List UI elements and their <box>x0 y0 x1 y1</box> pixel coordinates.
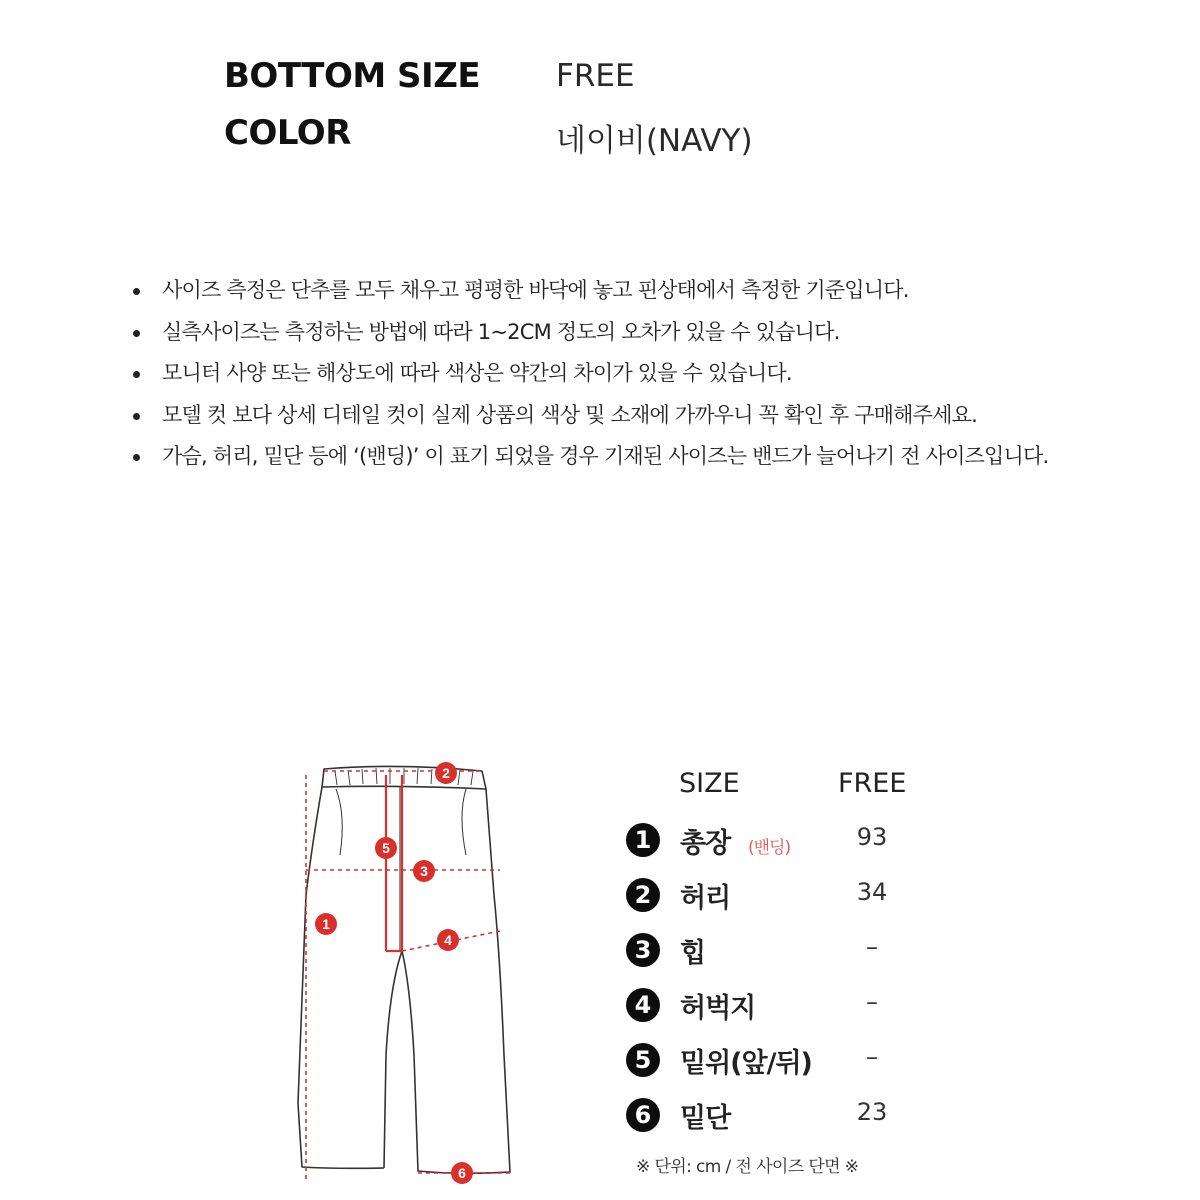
marker-1-icon <box>315 913 337 935</box>
row-value: 23 <box>856 1098 888 1126</box>
size-row-thigh <box>626 988 926 1028</box>
number-2-icon: 2 <box>626 878 660 912</box>
svg-text:3: 3 <box>420 863 428 879</box>
row-value: – <box>866 933 878 961</box>
row-value: – <box>866 1043 878 1071</box>
number-5-icon: 5 <box>626 1043 660 1077</box>
bullet-icon <box>133 330 140 337</box>
size-header-label: SIZE <box>679 768 740 799</box>
number-6-icon: 6 <box>626 1098 660 1132</box>
svg-text:5: 5 <box>382 840 390 856</box>
bullet-icon <box>133 288 140 295</box>
marker-6-icon <box>451 1162 473 1184</box>
marker-4-icon <box>437 929 459 951</box>
measurement-lines <box>306 771 512 1180</box>
marker-2-icon <box>435 762 457 784</box>
size-row-total-length <box>626 823 926 863</box>
row-value: 34 <box>856 878 888 906</box>
note-text: 실측사이즈는 측정하는 방법에 따라 1~2CM 정도의 오차가 있을 수 있습니다. <box>162 319 840 344</box>
bottom-size-label: BOTTOM SIZE <box>224 56 481 96</box>
bullet-icon <box>133 454 140 461</box>
number-1-icon: 1 <box>626 823 660 857</box>
pants-measurement-diagram <box>290 755 540 1200</box>
banding-tag: (밴딩) <box>748 838 791 858</box>
row-label: 힙 <box>680 938 706 969</box>
bullet-icon <box>133 371 140 378</box>
row-label: 밑단 <box>680 1103 731 1134</box>
svg-text:1: 1 <box>322 916 330 932</box>
note-item <box>130 395 1048 437</box>
size-row-hem <box>626 1098 926 1138</box>
note-text: 모니터 사양 또는 해상도에 따라 색상은 약간의 차이가 있을 수 있습니다. <box>162 361 792 385</box>
size-header-value: FREE <box>838 768 907 799</box>
color-value: 네이비(NAVY) <box>556 123 753 159</box>
note-item <box>130 270 1048 312</box>
size-row-waist <box>626 878 926 918</box>
note-text: 사이즈 측정은 단추를 모두 채우고 평평한 바닥에 놓고 핀상태에서 측정한 기준입니다. <box>162 278 909 302</box>
size-row-rise <box>626 1043 926 1083</box>
unit-footnote: ※ 단위: cm / 전 사이즈 단면 ※ <box>636 1157 859 1177</box>
measurement-markers <box>315 762 473 1184</box>
row-label: 밑위(앞/뒤) <box>680 1048 812 1079</box>
row-label: 허리 <box>680 883 731 914</box>
size-row-hip <box>626 933 926 973</box>
note-item <box>130 353 1048 395</box>
marker-3-icon <box>413 860 435 882</box>
row-label: 허벅지 <box>680 993 756 1024</box>
number-4-icon: 4 <box>626 988 660 1022</box>
note-text: 가슴, 허리, 밑단 등에 ‘(밴딩)’ 이 표기 되었을 경우 기재된 사이즈는 밴드가 늘어나기 전 사이즈입니다. <box>162 444 1049 468</box>
note-text: 모델 컷 보다 상세 디테일 컷이 실제 상품의 색상 및 소재에 가까우니 꼭 확인 후 구매해주세요. <box>162 402 977 427</box>
row-value: 93 <box>856 823 888 851</box>
svg-text:4: 4 <box>444 932 452 948</box>
note-item <box>130 436 1048 478</box>
marker-5-icon <box>375 837 397 859</box>
size-notes-list <box>130 270 1048 478</box>
note-item <box>130 312 1048 354</box>
svg-text:2: 2 <box>442 765 450 781</box>
pants-outline-icon <box>298 766 510 1173</box>
bullet-icon <box>133 413 140 420</box>
row-label: 총장 <box>680 828 731 859</box>
bottom-size-value: FREE <box>556 58 635 94</box>
number-3-icon: 3 <box>626 933 660 967</box>
row-value: – <box>866 988 878 1016</box>
color-label: COLOR <box>224 113 351 153</box>
svg-text:6: 6 <box>458 1165 466 1181</box>
